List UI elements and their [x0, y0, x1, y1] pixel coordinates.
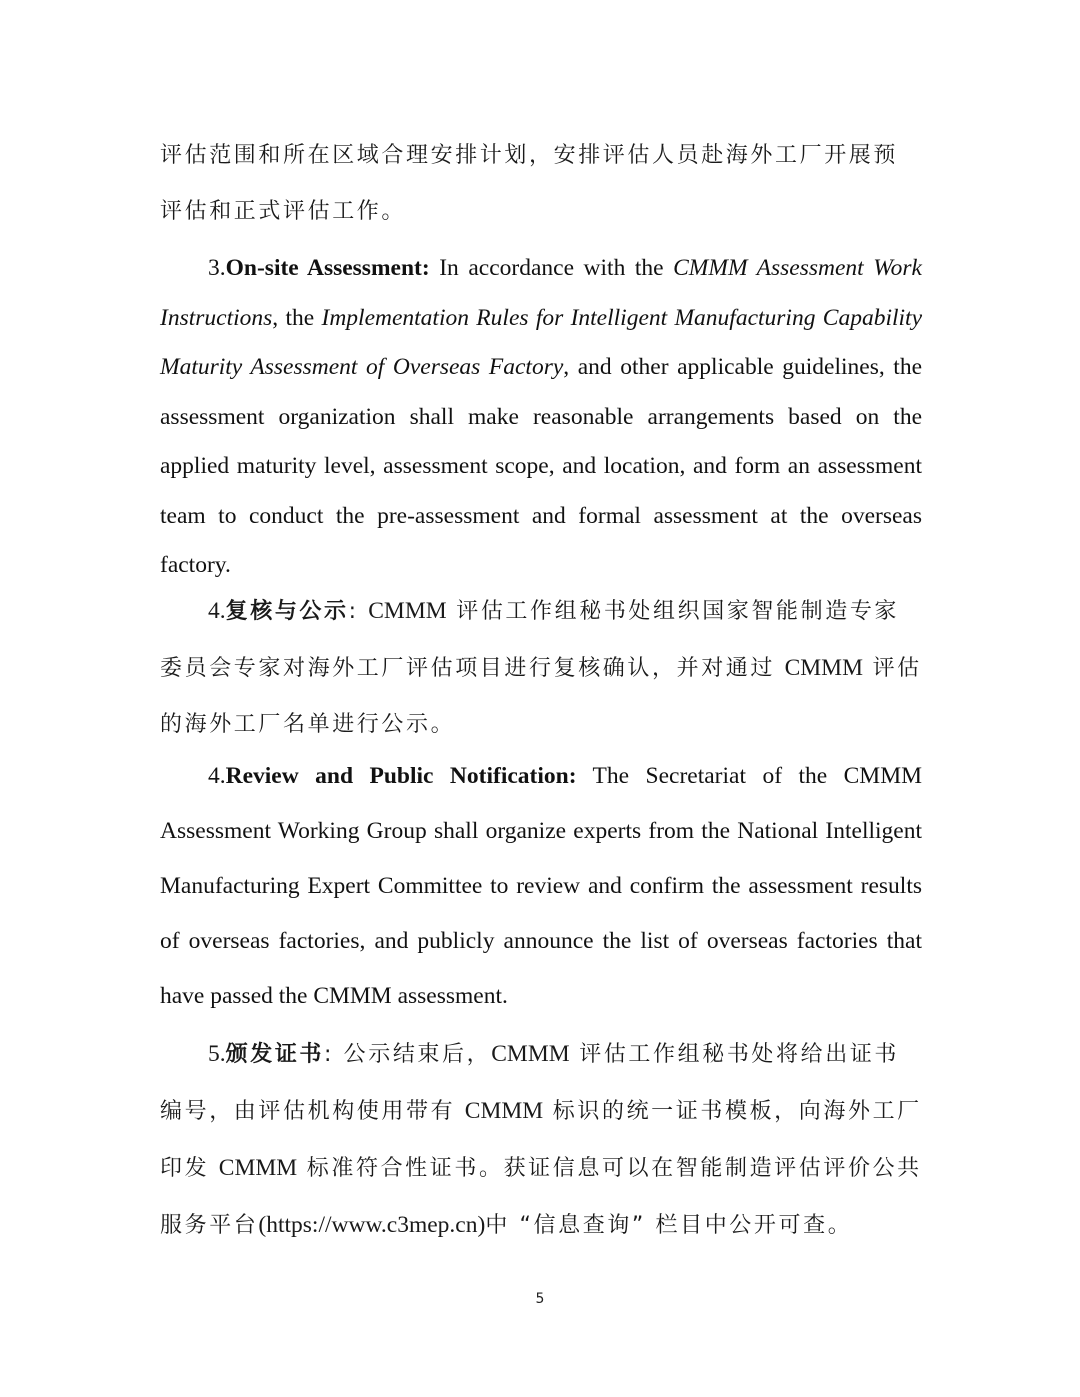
body-text: CMMM — [784, 655, 863, 681]
body-text: 评估的海外工厂名单进行公示。 — [160, 656, 922, 737]
paragraph-review-zh — [160, 583, 922, 753]
body-text: , the — [272, 304, 322, 331]
item-number: 4. — [208, 598, 226, 624]
body-text: 中 “信息查询” 栏目中公开可查。 — [485, 1213, 853, 1238]
item-number: 4. — [208, 763, 226, 789]
paragraph-review-en — [160, 749, 922, 1024]
section-heading: On-site Assessment: — [225, 255, 430, 281]
section-heading: 颁发证书 — [225, 1042, 325, 1067]
item-number: 5. — [208, 1041, 226, 1067]
section-heading: 复核与公示 — [225, 599, 349, 624]
body-text: CMMM — [464, 1098, 544, 1124]
body-text: , and other applicable guidelines, the assessment organization shall make reasonable arrangements based on the applied maturity level, assessment scope, and location, and form an assessment team to conduct the pre-assessment and formal assessment at the overseas factory. — [160, 354, 923, 578]
platform-url: (https://www.c3mep.cn) — [258, 1212, 486, 1238]
continuation-text: 评估范围和所在区域合理安排计划，安排评估人员赴海外工厂开展预评估和正式评估工作。 — [160, 143, 899, 224]
body-text: In accordance with the — [429, 255, 674, 281]
document-title: Implementation Rules for Intelligent Manufacturing Capability Maturity Assessment of Overseas Factory — [160, 304, 922, 380]
item-number: 3. — [208, 255, 226, 281]
body-text: CMMM — [218, 1155, 298, 1181]
body-text: 标识的统一证书模板，向海外工厂印发 — [160, 1099, 922, 1181]
paragraph-certificate-zh — [160, 1026, 922, 1254]
body-text: CMMM — [368, 598, 447, 624]
paragraph-onsite-assessment-en — [160, 244, 922, 591]
body-text: 评估工作组秘书处组织国家智能制造专家委员会专家对海外工厂评估项目进行复核确认，并对通过 — [160, 599, 900, 681]
punctuation: : — [348, 599, 369, 624]
body-text: 评估工作组秘书处将给出证书编号，由评估机构使用带有 — [160, 1042, 900, 1124]
body-text: The Secretariat of the CMMM Assessment Working Group shall organize experts from the National Intelligent Manufacturing Expert Committee to review and confirm the assessment results of overseas factories, and publicly announce the list of overseas factories that have passed the CMMM assessment. — [160, 763, 922, 1009]
body-text: 标准符合性证书。获证信息可以在智能制造评估评价公共服务平台 — [160, 1156, 922, 1238]
document-title: CMMM Assessment Work Instructions — [160, 255, 922, 331]
section-heading: Review and Public Notification: — [225, 763, 577, 789]
body-text: : 公示结束后， — [324, 1042, 492, 1067]
paragraph-continuation — [160, 128, 922, 240]
body-text: CMMM — [491, 1041, 570, 1067]
page-number: 5 — [535, 1291, 545, 1307]
